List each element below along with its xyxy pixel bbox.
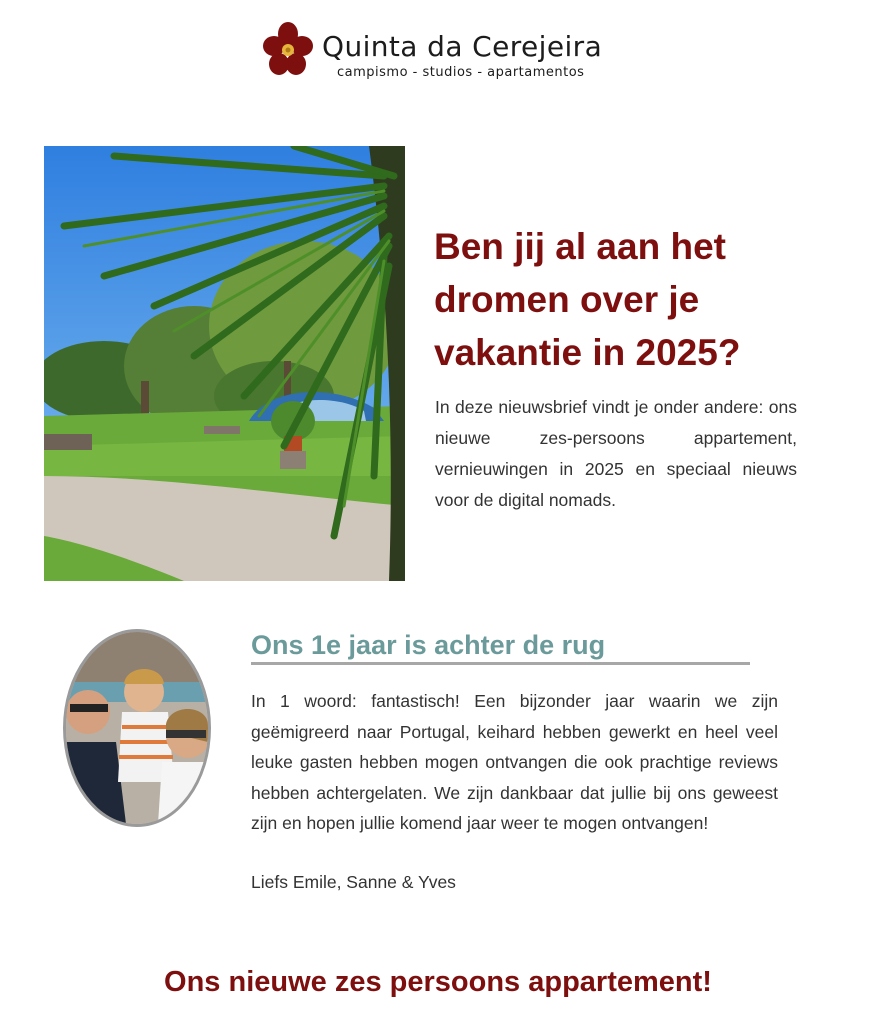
brand-tagline: campismo - studios - apartamentos (337, 65, 585, 80)
hero-intro-text: In deze nieuwsbrief vindt je onder andere: ons nieuwe zes-persoons appartement, vernieuwingen in 2025 en speciaal nieuws voor de digital nomads. (435, 397, 797, 510)
cherry-blossom-icon (262, 22, 314, 77)
family-image (63, 629, 211, 827)
hero-image (44, 146, 405, 581)
hero-title: Ben jij al aan het dromen over je vakantie in 2025? (434, 226, 741, 373)
section-title-apartment: Ons nieuwe zes persoons appartement! (164, 966, 712, 998)
brand-logo[interactable] (262, 22, 603, 82)
section-title-first-year: Ons 1e jaar is achter de rug (251, 628, 750, 665)
brand-name: Quinta da Cerejeira (322, 30, 603, 63)
signature: Liefs Emile, Sanne & Yves (251, 872, 456, 892)
section-body-first-year: In 1 woord: fantastisch! Een bijzonder jaar waarin we zijn geëmigreerd naar Portugal, keihard hebben gewerkt en heel veel leuke gasten hebben mogen ontvangen die ook prachtige reviews hebben achtergelaten. We zijn dankbaar dat jullie bij ons geweest zijn en hopen jullie komend jaar weer te mogen ontvangen! (251, 691, 778, 833)
